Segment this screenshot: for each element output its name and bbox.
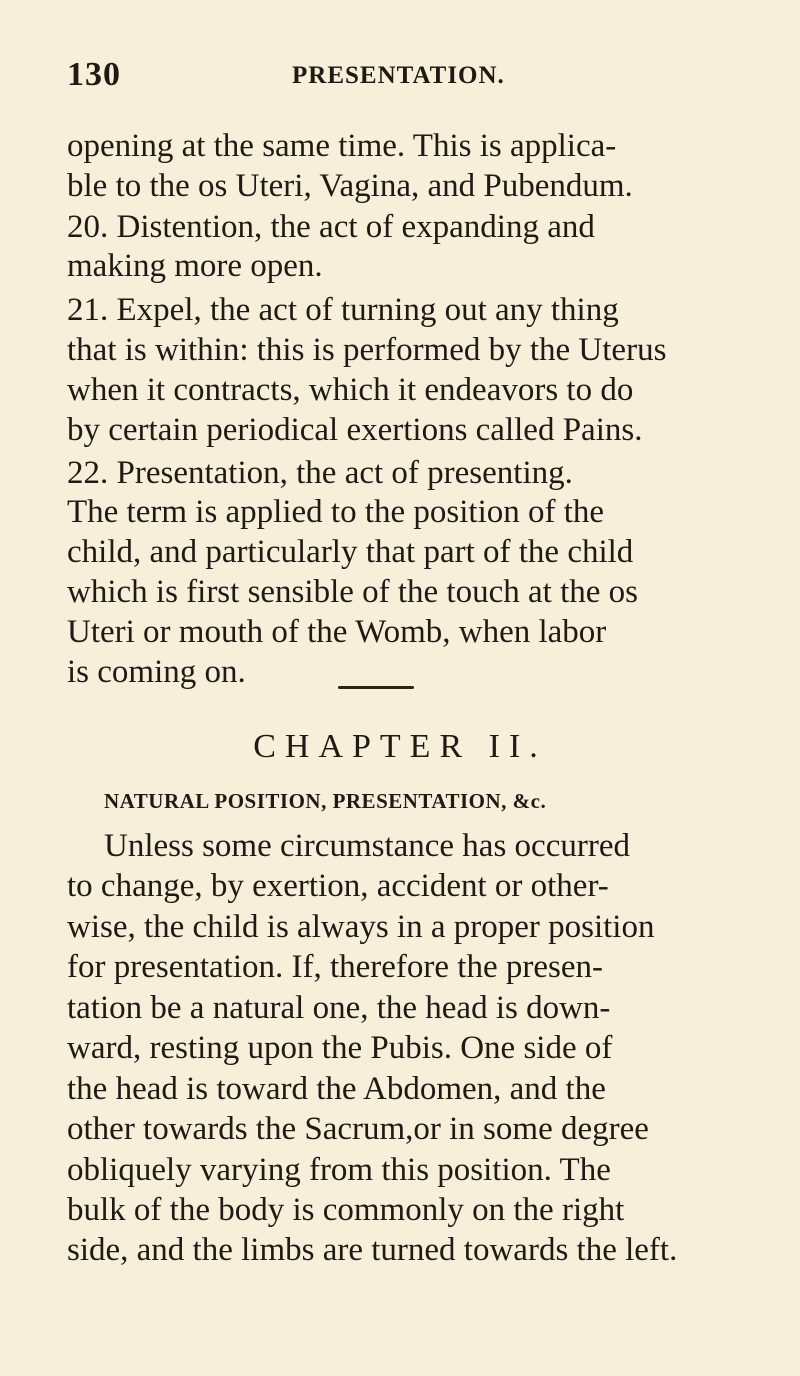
text-line: for presentation. If, therefore the presen-	[67, 949, 603, 985]
text-line: when it contracts, which it endeavors to do	[67, 372, 634, 408]
text-line: the head is toward the Abdomen, and the	[67, 1071, 606, 1107]
text-line: opening at the same time. This is applica-	[67, 128, 617, 164]
text-line: The term is applied to the position of the	[67, 494, 605, 530]
text-line: to change, by exertion, accident or other-	[67, 868, 609, 904]
text-line: which is first sensible of the touch at the os	[67, 574, 638, 610]
text-line: other towards the Sacrum,or in some degree	[67, 1111, 649, 1147]
text-line: 21. Expel, the act of turning out any thing	[67, 292, 619, 328]
section-divider	[338, 686, 414, 689]
text-line: that is within: this is performed by the Uterus	[67, 332, 667, 368]
text-line: ble to the os Uteri, Vagina, and Pubendum.	[67, 168, 633, 204]
text-line: Uteri or mouth of the Womb, when labor	[67, 614, 607, 650]
text-line: making more open.	[67, 248, 323, 284]
running-head: PRESENTATION.	[292, 62, 505, 89]
text-line: tation be a natural one, the head is down-	[67, 990, 611, 1026]
text-line: 22. Presentation, the act of presenting.	[67, 455, 573, 491]
text-line: child, and particularly that part of the child	[67, 534, 634, 570]
text-line: ward, resting upon the Pubis. One side of	[67, 1030, 613, 1066]
chapter-subtitle: NATURAL POSITION, PRESENTATION, &c.	[104, 789, 547, 813]
text-line: obliquely varying from this position. The	[67, 1152, 611, 1188]
text-line: side, and the limbs are turned towards the left.	[67, 1232, 678, 1268]
text-line: Unless some circumstance has occurred	[104, 828, 630, 864]
page-header	[67, 56, 727, 96]
chapter-title: CHAPTER II.	[253, 728, 547, 765]
text-line: bulk of the body is commonly on the right	[67, 1192, 625, 1228]
text-line: is coming on.	[67, 654, 246, 690]
text-line: wise, the child is always in a proper position	[67, 909, 655, 945]
text-line: by certain periodical exertions called Pains.	[67, 412, 643, 448]
text-line: 20. Distention, the act of expanding and	[67, 209, 595, 245]
page-number: 130	[67, 56, 121, 93]
